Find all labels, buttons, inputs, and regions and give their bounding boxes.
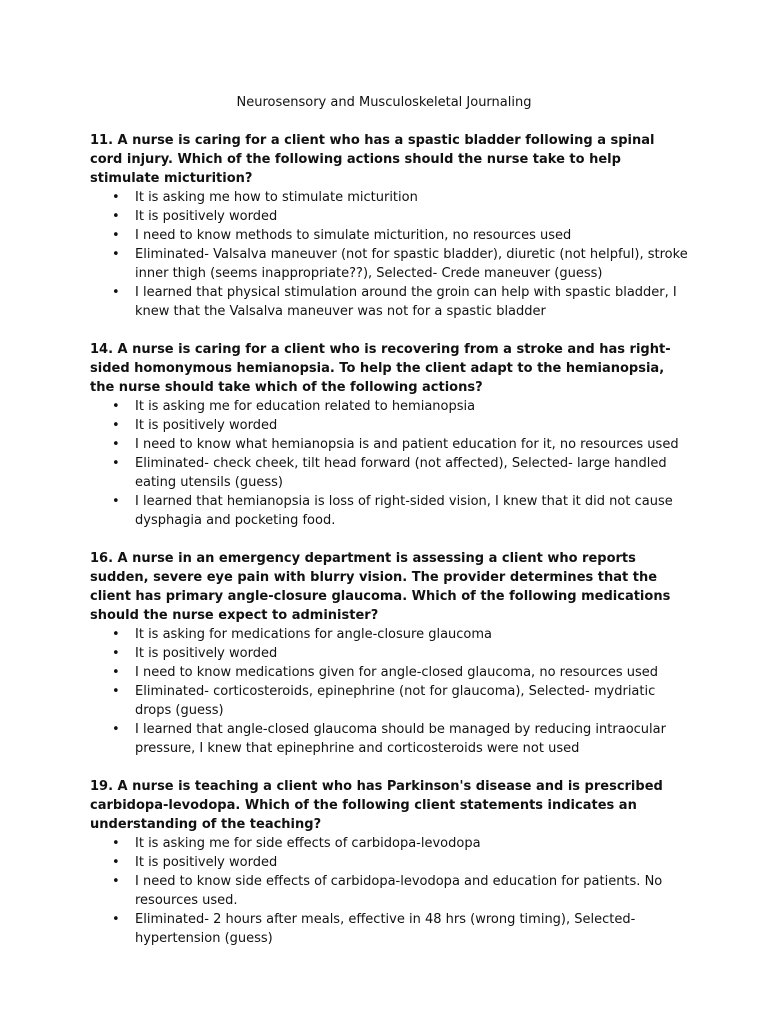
question-text: 19. A nurse is teaching a client who has Parkinson's disease and is prescribed carbidopa-levodopa. Which of the following client statements indicates an understanding of the teaching? [90, 779, 663, 832]
list-item: • It is asking me for education related to hemianopsia [90, 397, 690, 416]
answer-list [90, 397, 690, 530]
list-item: • Eliminated- check cheek, tilt head forward (not affected), Selected- large handled eating utensils (guess) [90, 454, 690, 492]
answer-list [90, 625, 690, 758]
list-item: • I learned that angle-closed glaucoma should be managed by reducing intraocular pressure, I knew that epinephrine and corticosteroids were not used [90, 720, 690, 758]
question-11 [90, 131, 690, 321]
list-item: • Eliminated- 2 hours after meals, effective in 48 hrs (wrong timing), Selected-hypertension (guess) [90, 910, 690, 948]
question-16 [90, 549, 690, 758]
list-item: • I need to know side effects of carbidopa-levodopa and education for patients. No resources used. [90, 872, 690, 910]
list-item: • It is asking me for side effects of carbidopa-levodopa [90, 834, 690, 853]
question-text: 14. A nurse is caring for a client who is recovering from a stroke and has right-sided homonymous hemianopsia. To help the client adapt to the hemianopsia, the nurse should take which of the following actions? [90, 342, 671, 395]
list-item: • It is positively worded [90, 416, 690, 435]
list-item: • I need to know methods to simulate micturition, no resources used [90, 226, 690, 245]
list-item: • Eliminated- corticosteroids, epinephrine (not for glaucoma), Selected- mydriatic drops (guess) [90, 682, 690, 720]
question-text: 16. A nurse in an emergency department is assessing a client who reports sudden, severe eye pain with blurry vision. The provider determines that the client has primary angle-closure glaucoma. Which of the following medications should the nurse expect to administer? [90, 551, 671, 623]
list-item: • Eliminated- Valsalva maneuver (not for spastic bladder), diuretic (not helpful), stroke inner thigh (seems inappropriate??), Selected- Crede maneuver (guess) [90, 245, 690, 283]
list-item: • I need to know what hemianopsia is and patient education for it, no resources used [90, 435, 690, 454]
question-19 [90, 777, 690, 948]
list-item: • It is asking for medications for angle-closure glaucoma [90, 625, 690, 644]
answer-list [90, 834, 690, 948]
list-item: • I need to know medications given for angle-closed glaucoma, no resources used [90, 663, 690, 682]
list-item: • It is positively worded [90, 644, 690, 663]
list-item: • It is asking me how to stimulate micturition [90, 188, 690, 207]
list-item: • It is positively worded [90, 207, 690, 226]
document-content [90, 131, 690, 967]
answer-list [90, 188, 690, 321]
question-text: 11. A nurse is caring for a client who has a spastic bladder following a spinal cord injury. Which of the following actions should the nurse take to help stimulate micturition? [90, 133, 655, 186]
list-item: • I learned that hemianopsia is loss of right-sided vision, I knew that it did not cause dysphagia and pocketing food. [90, 492, 690, 530]
list-item: • I learned that physical stimulation around the groin can help with spastic bladder, I knew that the Valsalva maneuver was not for a spastic bladder [90, 283, 690, 321]
list-item: • It is positively worded [90, 853, 690, 872]
document-title: Neurosensory and Musculoskeletal Journaling [236, 95, 532, 110]
question-14 [90, 340, 690, 530]
